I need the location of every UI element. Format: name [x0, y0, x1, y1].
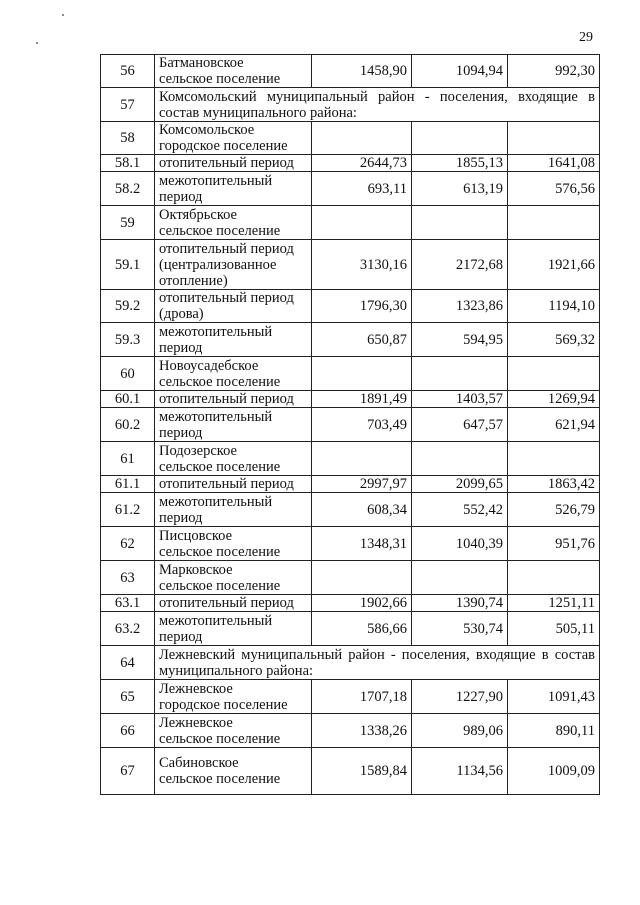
- value-cell-v3: 526,79: [508, 493, 600, 527]
- row-number: 58.1: [101, 155, 155, 172]
- row-number: 56: [101, 55, 155, 88]
- value-cell-v2: [412, 561, 508, 595]
- value-cell-v3: 992,30: [508, 55, 600, 88]
- value-cell-v3: 505,11: [508, 612, 600, 646]
- settlement-name: Лежневское городское поселение: [155, 680, 312, 714]
- table-row: [101, 290, 600, 323]
- row-number: 61.1: [101, 476, 155, 493]
- settlement-name: межотопительный период: [155, 612, 312, 646]
- settlement-name: отопительный период: [155, 155, 312, 172]
- settlement-name: Батмановское сельское поселение: [155, 55, 312, 88]
- row-number: 63: [101, 561, 155, 595]
- table-row: [101, 88, 600, 122]
- value-cell-v1: 1458,90: [312, 55, 412, 88]
- table-row: [101, 595, 600, 612]
- table-row: [101, 323, 600, 357]
- row-number: 64: [101, 646, 155, 680]
- value-cell-v2: 1040,39: [412, 527, 508, 561]
- settlement-name: межотопительный период: [155, 408, 312, 442]
- value-cell-v3: 569,32: [508, 323, 600, 357]
- value-cell-v1: 1589,84: [312, 748, 412, 795]
- value-cell-v1: [312, 357, 412, 391]
- row-number: 57: [101, 88, 155, 122]
- table-row: [101, 680, 600, 714]
- table-row: [101, 748, 600, 795]
- value-cell-v2: 2099,65: [412, 476, 508, 493]
- value-cell-v3: 621,94: [508, 408, 600, 442]
- value-cell-v1: 586,66: [312, 612, 412, 646]
- scan-speck: [62, 14, 64, 16]
- tariff-table: [100, 54, 600, 795]
- value-cell-v3: 576,56: [508, 172, 600, 206]
- value-cell-v1: 1707,18: [312, 680, 412, 714]
- table-row: [101, 357, 600, 391]
- value-cell-v1: 1902,66: [312, 595, 412, 612]
- value-cell-v3: [508, 561, 600, 595]
- row-number: 59.2: [101, 290, 155, 323]
- value-cell-v2: 594,95: [412, 323, 508, 357]
- settlement-name: отопительный период: [155, 595, 312, 612]
- value-cell-v1: 608,34: [312, 493, 412, 527]
- value-cell-v2: 647,57: [412, 408, 508, 442]
- value-cell-v2: [412, 122, 508, 155]
- table-row: [101, 206, 600, 240]
- value-cell-v1: 1796,30: [312, 290, 412, 323]
- row-number: 58.2: [101, 172, 155, 206]
- value-cell-v1: 3130,16: [312, 240, 412, 290]
- value-cell-v2: 552,42: [412, 493, 508, 527]
- row-number: 65: [101, 680, 155, 714]
- value-cell-v1: [312, 206, 412, 240]
- settlement-name: отопительный период (дрова): [155, 290, 312, 323]
- row-number: 62: [101, 527, 155, 561]
- settlement-name: отопительный период: [155, 476, 312, 493]
- settlement-name: Марковское сельское поселение: [155, 561, 312, 595]
- value-cell-v2: 1403,57: [412, 391, 508, 408]
- table-row: [101, 714, 600, 748]
- table-row: [101, 391, 600, 408]
- value-cell-v1: 1891,49: [312, 391, 412, 408]
- section-heading: Лежневский муниципальный район - поселения, входящие в состав муниципального района:: [155, 646, 600, 680]
- settlement-name: межотопительный период: [155, 172, 312, 206]
- value-cell-v3: 1009,09: [508, 748, 600, 795]
- settlement-name: Октябрьское сельское поселение: [155, 206, 312, 240]
- section-heading: Комсомольский муниципальный район - поселения, входящие в состав муниципального района:: [155, 88, 600, 122]
- settlement-name: Подозерское сельское поселение: [155, 442, 312, 476]
- value-cell-v1: 650,87: [312, 323, 412, 357]
- table-row: [101, 172, 600, 206]
- value-cell-v2: 1094,94: [412, 55, 508, 88]
- settlement-name: отопительный период: [155, 391, 312, 408]
- value-cell-v3: 1091,43: [508, 680, 600, 714]
- table-row: [101, 240, 600, 290]
- value-cell-v1: [312, 122, 412, 155]
- table-row: [101, 155, 600, 172]
- table-row: [101, 561, 600, 595]
- value-cell-v2: 1227,90: [412, 680, 508, 714]
- value-cell-v2: 1855,13: [412, 155, 508, 172]
- value-cell-v1: 2644,73: [312, 155, 412, 172]
- row-number: 63.2: [101, 612, 155, 646]
- table-row: [101, 122, 600, 155]
- table-row: [101, 55, 600, 88]
- settlement-name: отопительный период (централизованное отопление): [155, 240, 312, 290]
- value-cell-v2: 1323,86: [412, 290, 508, 323]
- table-row: [101, 442, 600, 476]
- row-number: 67: [101, 748, 155, 795]
- table-row: [101, 646, 600, 680]
- row-number: 59: [101, 206, 155, 240]
- settlement-name: Новоусадебское сельское поселение: [155, 357, 312, 391]
- value-cell-v1: 703,49: [312, 408, 412, 442]
- value-cell-v3: 1194,10: [508, 290, 600, 323]
- row-number: 60.2: [101, 408, 155, 442]
- value-cell-v3: 890,11: [508, 714, 600, 748]
- settlement-name: Лежневское сельское поселение: [155, 714, 312, 748]
- value-cell-v1: [312, 442, 412, 476]
- table-body: [101, 55, 600, 795]
- value-cell-v3: [508, 357, 600, 391]
- value-cell-v2: 530,74: [412, 612, 508, 646]
- value-cell-v3: 951,76: [508, 527, 600, 561]
- value-cell-v2: [412, 442, 508, 476]
- row-number: 60.1: [101, 391, 155, 408]
- value-cell-v1: 693,11: [312, 172, 412, 206]
- value-cell-v3: 1863,42: [508, 476, 600, 493]
- value-cell-v1: 2997,97: [312, 476, 412, 493]
- value-cell-v3: 1641,08: [508, 155, 600, 172]
- table-row: [101, 527, 600, 561]
- row-number: 61.2: [101, 493, 155, 527]
- settlement-name: Сабиновское сельское поселение: [155, 748, 312, 795]
- value-cell-v2: 613,19: [412, 172, 508, 206]
- value-cell-v2: 2172,68: [412, 240, 508, 290]
- value-cell-v2: [412, 206, 508, 240]
- value-cell-v1: [312, 561, 412, 595]
- table-row: [101, 612, 600, 646]
- value-cell-v1: 1348,31: [312, 527, 412, 561]
- value-cell-v3: 1921,66: [508, 240, 600, 290]
- value-cell-v3: [508, 206, 600, 240]
- row-number: 61: [101, 442, 155, 476]
- row-number: 59.3: [101, 323, 155, 357]
- value-cell-v2: [412, 357, 508, 391]
- settlement-name: Писцовское сельское поселение: [155, 527, 312, 561]
- row-number: 58: [101, 122, 155, 155]
- row-number: 63.1: [101, 595, 155, 612]
- table-row: [101, 476, 600, 493]
- value-cell-v3: [508, 122, 600, 155]
- value-cell-v2: 989,06: [412, 714, 508, 748]
- value-cell-v2: 1134,56: [412, 748, 508, 795]
- row-number: 66: [101, 714, 155, 748]
- value-cell-v3: 1269,94: [508, 391, 600, 408]
- settlement-name: межотопительный период: [155, 493, 312, 527]
- table-row: [101, 493, 600, 527]
- value-cell-v1: 1338,26: [312, 714, 412, 748]
- row-number: 59.1: [101, 240, 155, 290]
- value-cell-v2: 1390,74: [412, 595, 508, 612]
- row-number: 60: [101, 357, 155, 391]
- scan-speck: [36, 42, 38, 44]
- table-row: [101, 408, 600, 442]
- page-number: 29: [579, 30, 593, 45]
- value-cell-v3: [508, 442, 600, 476]
- settlement-name: межотопительный период: [155, 323, 312, 357]
- settlement-name: Комсомольское городское поселение: [155, 122, 312, 155]
- value-cell-v3: 1251,11: [508, 595, 600, 612]
